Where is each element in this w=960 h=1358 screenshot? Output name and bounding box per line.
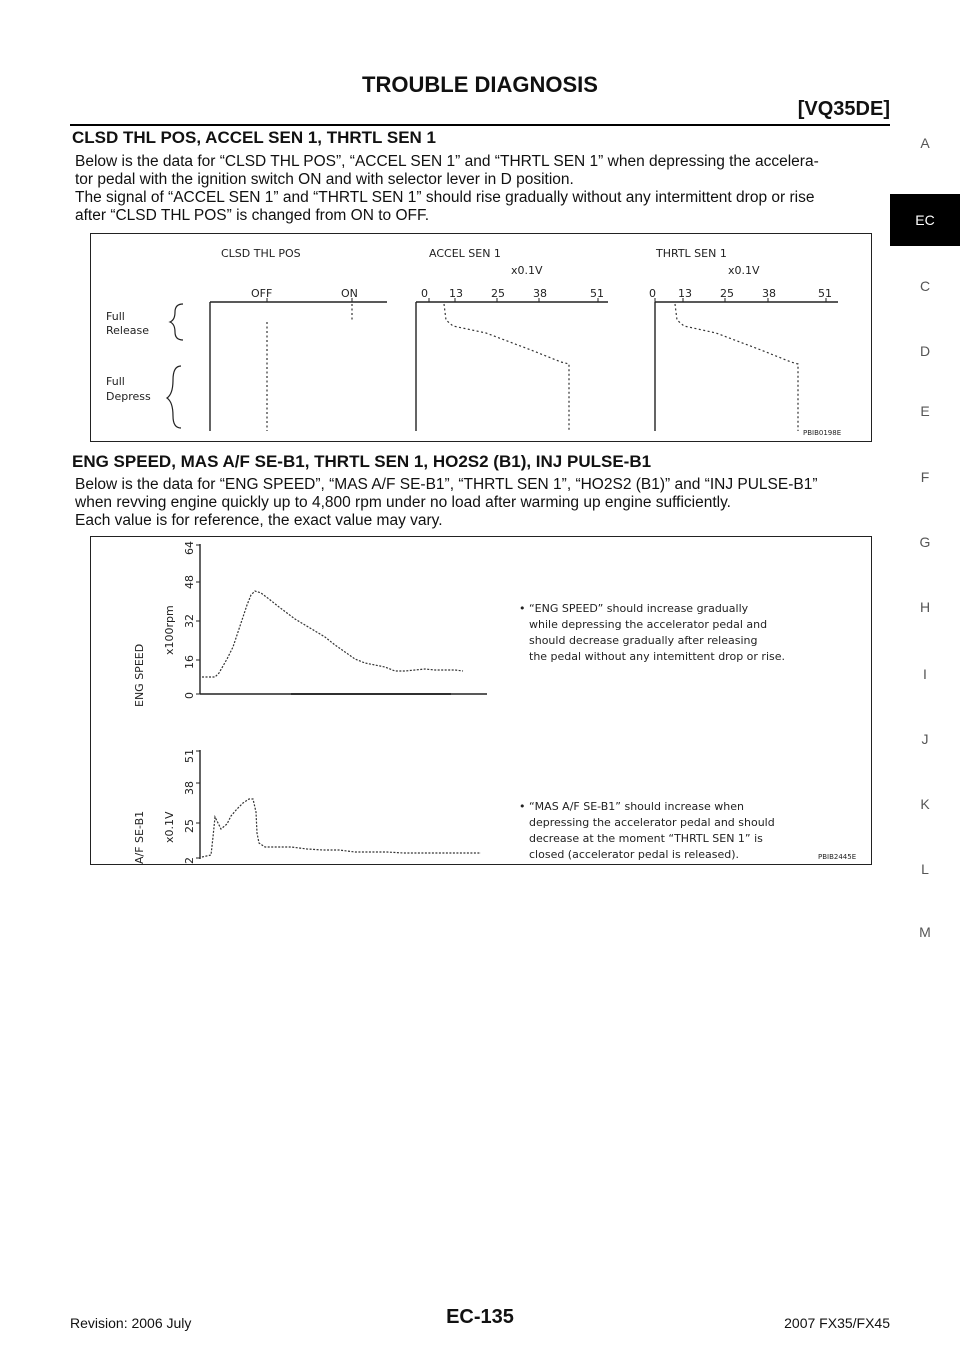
tab-h[interactable]: H <box>919 599 931 615</box>
release-label: Release <box>106 324 149 337</box>
accel-trace <box>444 304 569 431</box>
accel-tick: 25 <box>491 287 505 300</box>
header-rule <box>70 124 890 126</box>
accel-tick: 38 <box>533 287 547 300</box>
maf-note-line: decrease at the moment “THRTL SEN 1” is <box>529 832 763 845</box>
section1-line: The signal of “ACCEL SEN 1” and “THRTL SEN 1” should rise gradually without any intermittent drop or rise <box>75 189 815 206</box>
maf-unit: x0.1V <box>163 811 176 843</box>
accel-tick: 0 <box>421 287 428 300</box>
maf-note-line: • “MAS A/F SE-B1” should increase when <box>519 800 744 813</box>
eng-note-line: • “ENG SPEED” should increase gradually <box>519 602 749 615</box>
thrtl-tick: 38 <box>762 287 776 300</box>
tab-f[interactable]: F <box>920 469 930 485</box>
maf-label: A/F SE-B1 <box>133 810 146 864</box>
eng-tick: 32 <box>183 614 196 628</box>
full-depress-label: Full <box>106 375 125 388</box>
release-brace <box>170 304 183 340</box>
section1-line: Below is the data for “CLSD THL POS”, “ACCEL SEN 1” and “THRTL SEN 1” when depressing the accelera- <box>75 153 819 170</box>
section1-line: tor pedal with the ignition switch ON and with selector lever in D position. <box>75 171 574 188</box>
tab-g[interactable]: G <box>919 534 931 550</box>
thrtl-tick: 13 <box>678 287 692 300</box>
section1-title: CLSD THL POS, ACCEL SEN 1, THRTL SEN 1 <box>72 128 436 147</box>
tab-m[interactable]: M <box>919 924 931 940</box>
thrtl-unit: x0.1V <box>728 264 760 277</box>
section1-text <box>75 153 890 225</box>
eng-speed-trace <box>202 591 463 677</box>
eng-tick: 64 <box>183 541 196 555</box>
section2-line: Each value is for reference, the exact value may vary. <box>75 512 443 529</box>
full-release-label: Full <box>106 310 125 323</box>
accel-label: ACCEL SEN 1 <box>429 247 501 260</box>
tab-l[interactable]: L <box>921 861 929 877</box>
engine-model: [VQ35DE] <box>797 98 890 120</box>
section2-text <box>75 476 890 530</box>
maf-note-line: depressing the accelerator pedal and should <box>529 816 775 829</box>
maf-tick: 25 <box>183 819 196 833</box>
depress-brace <box>167 366 181 428</box>
maf-trace <box>202 799 481 857</box>
eng-tick: 48 <box>183 575 196 589</box>
eng-tick: 0 <box>183 692 196 699</box>
tab-c[interactable]: C <box>919 278 931 294</box>
tab-d[interactable]: D <box>919 343 931 359</box>
vehicle-model: 2007 FX35/FX45 <box>784 1315 890 1331</box>
on-label: ON <box>341 287 358 300</box>
maf-tick: 38 <box>183 781 196 795</box>
section2-line: when revving engine quickly up to 4,800 rpm under no load after warming up engine sufficiently. <box>75 494 731 511</box>
thrtl-label: THRTL SEN 1 <box>656 247 727 260</box>
revision-date: Revision: 2006 July <box>70 1315 192 1331</box>
clsd-label: CLSD THL POS <box>221 247 301 260</box>
tab-a[interactable]: A <box>920 135 930 151</box>
maf-tick: 2 <box>183 857 196 864</box>
eng-note-line: should decrease gradually after releasing <box>529 634 758 647</box>
figure-throttle-signals <box>90 233 872 442</box>
figure-code: PBIB0198E <box>803 429 842 437</box>
thrtl-tick: 0 <box>649 287 656 300</box>
tab-k[interactable]: K <box>920 796 930 812</box>
eng-speed-unit: x100rpm <box>163 605 176 655</box>
section2-title: ENG SPEED, MAS A/F SE-B1, THRTL SEN 1, HO2S2 (B1), INJ PULSE-B1 <box>72 452 652 471</box>
maf-tick: 51 <box>183 749 196 763</box>
depress-label: Depress <box>106 390 151 403</box>
tab-i[interactable]: I <box>923 666 927 682</box>
accel-tick: 51 <box>590 287 604 300</box>
accel-tick: 13 <box>449 287 463 300</box>
eng-speed-label: ENG SPEED <box>133 643 146 707</box>
page-number: EC-135 <box>446 1306 514 1328</box>
thrtl-trace <box>675 304 798 431</box>
tab-ec[interactable]: EC <box>890 194 960 246</box>
thrtl-tick: 51 <box>818 287 832 300</box>
eng-tick: 16 <box>183 655 196 669</box>
eng-note-line: while depressing the accelerator pedal and <box>529 618 768 631</box>
figure-engine-signals <box>90 536 872 865</box>
thrtl-tick: 25 <box>720 287 734 300</box>
accel-unit: x0.1V <box>511 264 543 277</box>
tab-j[interactable]: J <box>921 731 929 747</box>
off-label: OFF <box>251 287 273 300</box>
eng-note-line: the pedal without any intemittent drop or rise. <box>529 650 785 663</box>
maf-note-line: closed (accelerator pedal is released). <box>529 848 740 861</box>
page-title: TROUBLE DIAGNOSIS <box>362 72 598 97</box>
figure-code: PBIB2445E <box>818 853 857 861</box>
section1-line: after “CLSD THL POS” is changed from ON to OFF. <box>75 207 430 224</box>
tab-e[interactable]: E <box>920 403 930 419</box>
section2-line: Below is the data for “ENG SPEED”, “MAS A/F SE-B1”, “THRTL SEN 1”, “HO2S2 (B1)” and “INJ PULSE-B1” <box>75 476 818 493</box>
